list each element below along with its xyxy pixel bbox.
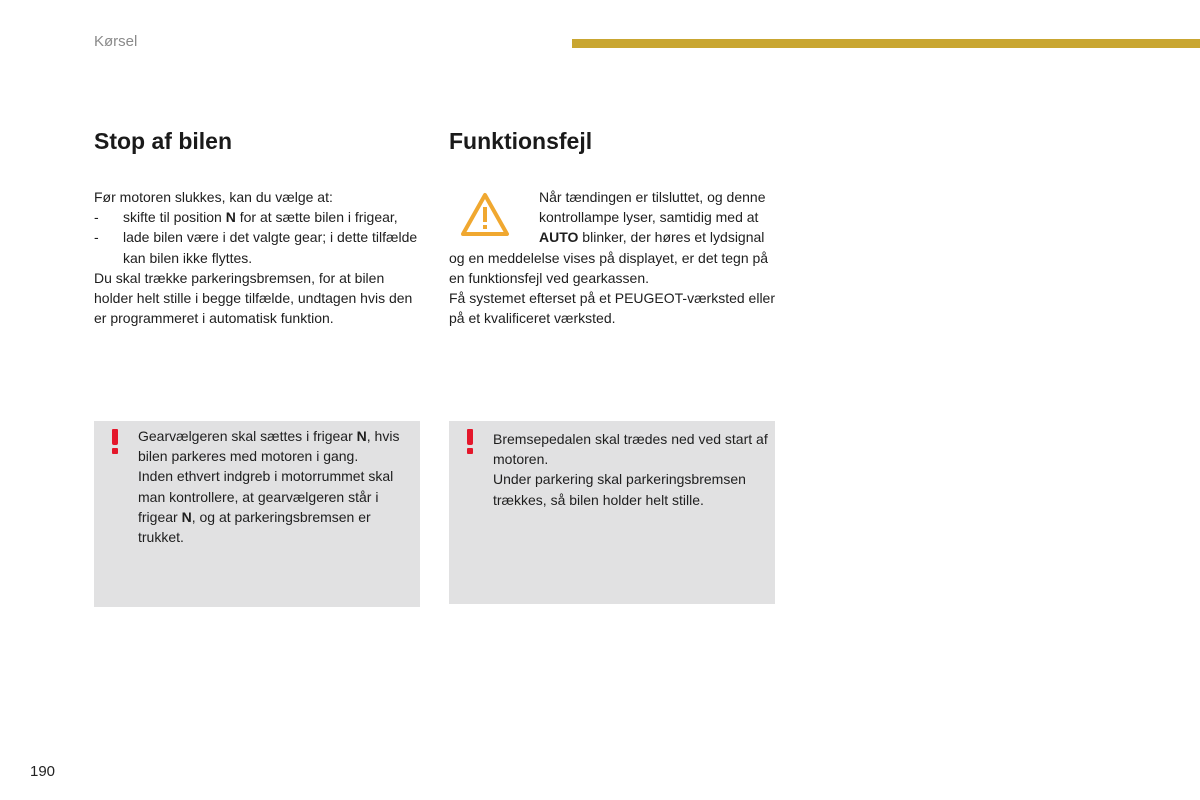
service-paragraph: Få systemet efterset på et PEUGEOT-værksted eller på et kvalificeret værksted. — [449, 290, 775, 327]
note-box-left — [94, 421, 420, 607]
list-item — [94, 227, 424, 267]
exclamation-icon — [465, 427, 475, 455]
note-text: Inden ethvert indgreb i motorrummet skal man kontrollere, at gearvælgeren står i frigear — [138, 468, 394, 525]
gear-letter: N — [356, 428, 367, 444]
note-box-right — [449, 421, 775, 604]
note-paragraph: Under parkering skal parkeringsbremsen trækkes, så bilen holder helt stille. — [493, 471, 746, 508]
malfunction-text: Når tændingen er tilsluttet, og denne kontrollampe lyser, samtidig med at — [539, 189, 766, 226]
stop-section — [94, 126, 424, 328]
note-paragraph — [138, 466, 416, 547]
warning-triangle-icon — [459, 190, 511, 240]
stop-intro: Før motoren slukkes, kan du vælge at: — [94, 189, 333, 205]
malfunction-text: blinker, der høres et lydsignal og en meddelelse vises på displayet, er det tegn på en funktionsfejl ved gearkassen. — [449, 229, 769, 286]
stop-paragraph: Du skal trække parkeringsbremsen, for at bilen holder helt stille i begge tilfælde, undtagen hvis den er programmeret i automatisk funktion. — [94, 269, 413, 327]
list-item — [94, 207, 424, 227]
list-dash: - — [94, 229, 99, 246]
gear-letter: N — [225, 209, 236, 226]
note-text: , hvis bilen parkeres med motoren i gang. — [138, 428, 400, 465]
note-text-left — [138, 426, 416, 547]
note-text-right — [493, 429, 771, 510]
note-paragraph — [138, 426, 416, 466]
note-paragraph: Bremsepedalen skal trædes ned ved start af motoren. — [493, 431, 768, 468]
warning-block — [449, 187, 779, 288]
note-text: , og at parkeringsbremsen er trukket. — [138, 508, 371, 546]
note-text: Gearvælgeren skal sættes i frigear — [138, 428, 357, 444]
list-item-text: lade bilen være i det valgte gear; i dette tilfælde kan bilen ikke flyttes. — [123, 229, 418, 266]
header-accent-bar — [572, 39, 1200, 48]
page-number: 190 — [30, 763, 56, 780]
list-item-text: for at sætte bilen i frigear, — [235, 209, 398, 226]
malfunction-section — [449, 126, 779, 328]
gear-letter: N — [181, 508, 192, 525]
malfunction-section-title: Funktionsfejl — [449, 128, 593, 154]
malfunction-section-body — [449, 187, 779, 328]
exclamation-icon — [110, 427, 120, 455]
auto-label: AUTO — [539, 229, 579, 246]
stop-section-body — [94, 187, 424, 328]
stop-section-title: Stop af bilen — [94, 128, 232, 154]
list-item-text: skifte til position — [123, 209, 226, 226]
section-label: Kørsel — [94, 33, 138, 50]
list-dash: - — [94, 209, 99, 226]
stop-options-list — [94, 207, 424, 268]
